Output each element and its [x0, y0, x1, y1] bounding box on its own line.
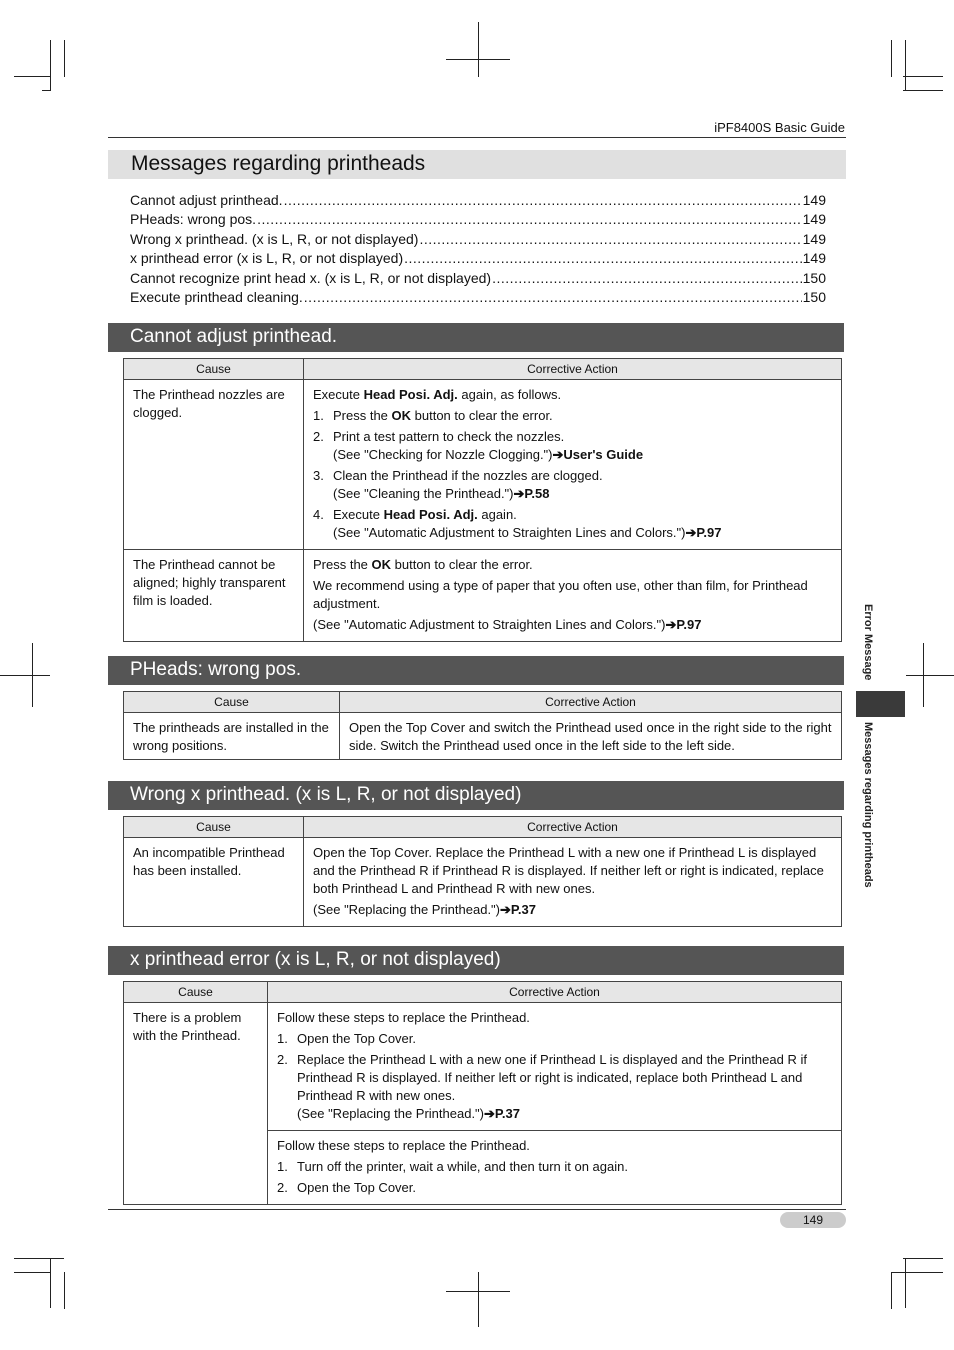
cause-cell: There is a problem with the Printhead. [124, 1003, 268, 1205]
reference-link[interactable]: P.97 [676, 617, 702, 632]
side-chapter-label: Error Message [862, 604, 874, 681]
side-section-label: Messages regarding printheads [862, 722, 874, 888]
cause-header: Cause [124, 982, 268, 1003]
section-heading-wrong-printhead: Wrong x printhead. (x is L, R, or not displayed) [108, 781, 844, 810]
toc-entry[interactable]: x printhead error (x is L, R, or not displayed) ..... 149 [130, 247, 826, 267]
cause-header: Cause [124, 359, 304, 380]
section-heading-cannot-adjust: Cannot adjust printhead. [108, 323, 844, 352]
table-header-row [124, 692, 842, 713]
cause-header: Cause [124, 692, 340, 713]
footer-rule [108, 1209, 846, 1210]
reference-link[interactable]: User's Guide [563, 447, 644, 462]
arrow-right-icon: ➔ [500, 902, 511, 917]
arrow-right-icon: ➔ [685, 525, 697, 540]
reference-link[interactable]: P.37 [510, 902, 536, 917]
cause-cell: An incompatible Printhead has been installed. [124, 838, 304, 927]
toc-entry[interactable]: Wrong x printhead. (x is L, R, or not displayed) ..... 149 [130, 227, 826, 247]
action-cell: Follow these steps to replace the Printhead. 1. Open the Top Cover. 2. Replace the Printhead L with a new one if Printhead L is displayed and the Printhead R if Printhead R is displayed. If neither left or right is indicated, replace both Printhead L and Printhead R with new ones. (See "Replacing the Printhead.")➔P.37 Follow these steps to replace the Printhead. 1. Turn off the printer, wait a while, and then turn it on again. 2. Open the Top Cover. [268, 1003, 842, 1205]
page-title-text: Messages regarding printheads [131, 152, 426, 175]
table-header-row [124, 817, 842, 838]
toc-entry[interactable]: Cannot adjust printhead. ..... 149 [130, 188, 826, 208]
guide-title: iPF8400S Basic Guide [714, 120, 845, 135]
section-heading-printhead-error: x printhead error (x is L, R, or not displayed) [108, 946, 844, 975]
cause-header: Cause [124, 817, 304, 838]
arrow-right-icon: ➔ [484, 1106, 495, 1121]
arrow-right-icon: ➔ [665, 617, 677, 632]
arrow-right-icon: ➔ [513, 486, 525, 501]
action-cell: Press the OK button to clear the error. We recommend using a type of paper that you often use, other than film, for Printhead adjustment. (See "Automatic Adjustment to Straighten Lines and Colors.")➔P.97 [304, 550, 842, 642]
table-header-row [124, 359, 842, 380]
reference-link[interactable]: P.37 [494, 1106, 520, 1121]
arrow-right-icon: ➔ [552, 447, 564, 462]
cause-cell: The Printhead nozzles are clogged. [124, 380, 304, 550]
table-row [124, 713, 842, 760]
action-header: Corrective Action [268, 982, 842, 1003]
pheads-wrong-pos-table [123, 691, 842, 760]
table-row [124, 838, 842, 927]
table-row [124, 380, 842, 550]
printhead-error-table [123, 981, 842, 1205]
action-cell: Open the Top Cover and switch the Printhead used once in the right side to the right side. Switch the Printhead used once in the left side to the left side. [340, 713, 842, 760]
header-rule [108, 137, 846, 138]
toc-entry[interactable]: Cannot recognize print head x. (x is L, R, or not displayed) ..... 150 [130, 266, 826, 286]
cannot-adjust-table [123, 358, 842, 642]
table-header-row [124, 982, 842, 1003]
action-cell: Execute Head Posi. Adj. again, as follows. 1. Press the OK button to clear the error. 2. Print a test pattern to check the nozzles. (See "Checking for Nozzle Clogging.")➔User's Guide 3. Clean the Printhead if the nozzles are clogged. (See "Cleaning the Printhead.")➔P.58 4. Execute Head Posi. Adj. again. (See "Automatic Adjustment to Straighten Lines and Colors.")➔P.97 [304, 380, 842, 550]
cause-cell: The printheads are installed in the wrong positions. [124, 713, 340, 760]
page-title [108, 150, 846, 179]
cause-cell: The Printhead cannot be aligned; highly transparent film is loaded. [124, 550, 304, 642]
reference-link[interactable]: P.97 [696, 525, 722, 540]
action-header: Corrective Action [340, 692, 842, 713]
reference-link[interactable]: P.58 [524, 486, 550, 501]
section-heading-pheads-wrong-pos: PHeads: wrong pos. [108, 656, 844, 685]
table-row [124, 1003, 842, 1205]
page-number: 149 [780, 1212, 846, 1228]
action-header: Corrective Action [304, 359, 842, 380]
wrong-printhead-table [123, 816, 842, 927]
action-header: Corrective Action [304, 817, 842, 838]
toc-entry[interactable]: Execute printhead cleaning. ..... 150 [130, 286, 826, 306]
action-cell: Open the Top Cover. Replace the Printhead L with a new one if Printhead L is displayed and the Printhead R if Printhead R is displayed. If neither left or right is indicated, replace both Printhead L and Printhead R with new ones. (See "Replacing the Printhead.")➔P.37 [304, 838, 842, 927]
side-tab-marker [856, 691, 905, 717]
table-row [124, 550, 842, 642]
table-of-contents [130, 188, 826, 305]
toc-entry[interactable]: PHeads: wrong pos. ..... 149 [130, 208, 826, 228]
